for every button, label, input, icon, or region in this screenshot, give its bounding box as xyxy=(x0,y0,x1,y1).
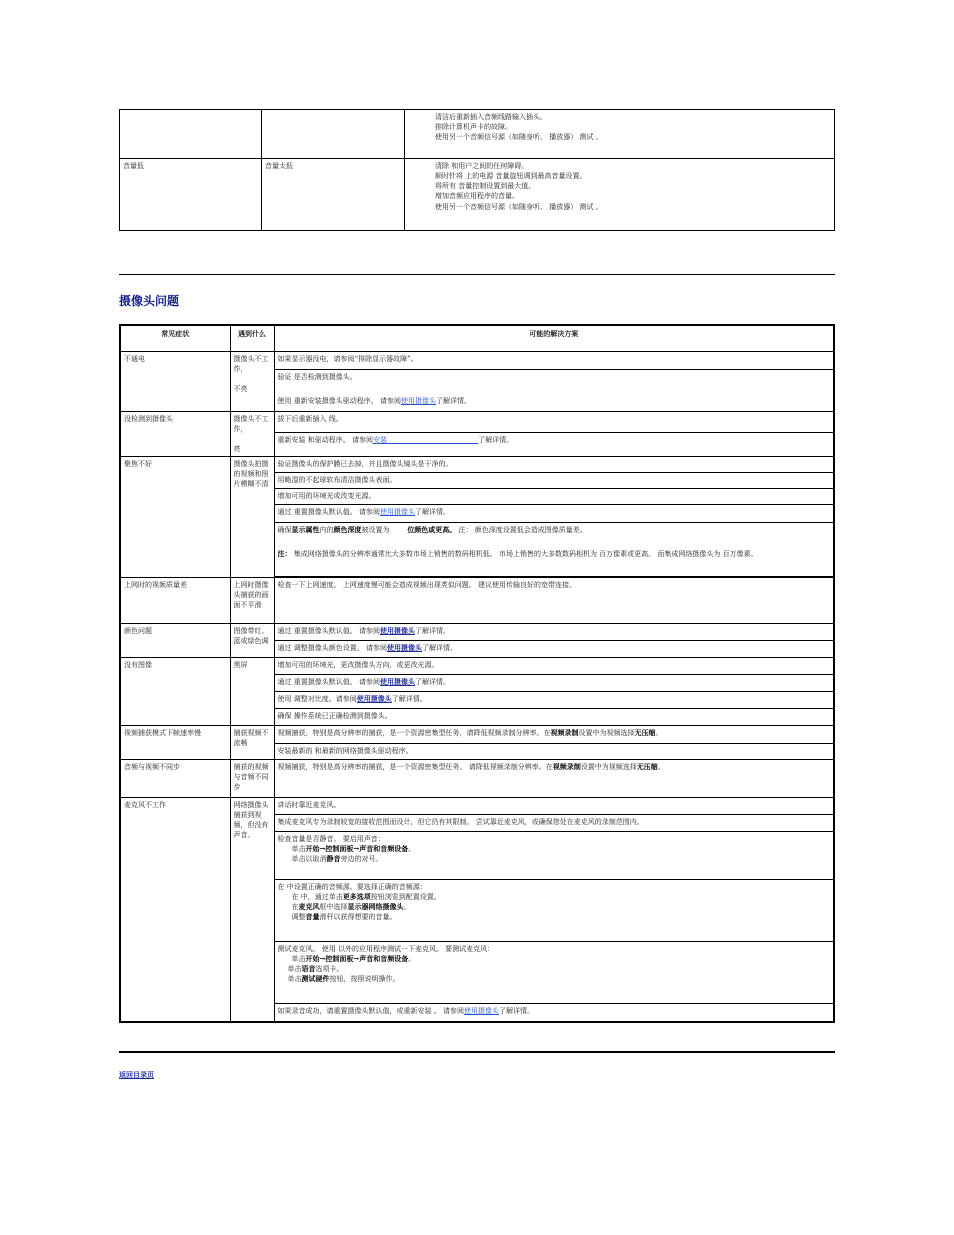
text: 控制面板 xyxy=(325,954,354,964)
encountered-cell: 音量太低 xyxy=(262,159,405,231)
text: 单击 xyxy=(287,965,302,974)
text: 注： 颜色深度设置低会造成图像质量差。 xyxy=(456,526,587,535)
encountered-cell: 摄像头拍摄的视频和照片模糊不清 xyxy=(230,457,274,578)
text: 视频捕获，特别是高分辨率的捕获，是一个资源密集型任务。 请降低视频录制分辨率。在 xyxy=(277,763,553,772)
solution-cell: 增加可用的环境光或改变光源。 xyxy=(274,489,834,505)
text: → xyxy=(319,844,326,854)
solution-cell xyxy=(274,369,834,411)
text: 显示器网络摄像头 xyxy=(347,902,404,912)
text: 无压缩 xyxy=(636,762,658,772)
back-to-contents-link[interactable]: 返回目录页 xyxy=(119,1070,154,1079)
text: 控制面板 xyxy=(325,844,354,854)
text: 通过 重置摄像头默认值。 请参阅 xyxy=(277,627,380,636)
text: 通过 调整摄像头颜色设置。 请参阅 xyxy=(277,644,387,653)
encountered-cell: 黑屏 xyxy=(230,658,274,726)
install-link[interactable]: 安装 xyxy=(372,436,479,445)
symptom-cell xyxy=(120,110,262,159)
text: 了解详情。 xyxy=(421,644,457,653)
solution-line xyxy=(278,396,831,406)
text: 麦克风 xyxy=(298,902,320,912)
solution-line xyxy=(278,549,831,559)
solution-line xyxy=(278,844,831,854)
use-camera-link[interactable]: 使用摄像头 xyxy=(400,396,436,405)
solution-line: 验证 是否检测到摄像头。 xyxy=(277,372,357,381)
solution-cell xyxy=(274,1004,834,1022)
text: 测试硬件 xyxy=(301,974,330,984)
solution-line: 检查音量是否静音。 要启用声音： xyxy=(277,835,385,844)
text: 内的 xyxy=(319,526,334,535)
encountered-cell: 摄像头不工作， 不亮 xyxy=(230,351,274,411)
text: 颜色深度 xyxy=(333,525,362,535)
solution-line: 将所有 音量控制设置到最大值。 xyxy=(435,182,536,191)
symptom-cell: 没检测到摄像头 xyxy=(120,411,230,457)
text: 了解详情。 xyxy=(391,695,427,704)
use-camera-link[interactable]: 使用摄像头 xyxy=(379,677,415,687)
column-header: 遇到什么 xyxy=(230,325,274,351)
text: 重新安装 和驱动程序。 请参阅 xyxy=(277,436,373,445)
camera-troubleshooting-table xyxy=(119,324,835,1023)
table-row xyxy=(120,578,834,624)
table-row xyxy=(120,110,835,159)
text: 单击以取消 xyxy=(291,855,327,864)
use-camera-link[interactable]: 使用摄像头 xyxy=(356,694,392,704)
text: 。 xyxy=(408,955,416,964)
use-camera-link[interactable]: 使用摄像头 xyxy=(379,508,415,517)
solution-line: 顺时针将 上的电源 音量旋钮调到最高音量设置。 xyxy=(435,172,587,181)
solution-line: 排除计算机声卡的故障。 xyxy=(435,123,512,132)
solution-cell xyxy=(274,692,834,709)
text: 按钮浏览到配置设置。 xyxy=(370,893,441,902)
solution-cell: 增加可用的环境光，更改摄像头方向，或更改光源。 xyxy=(274,658,834,675)
text: 设置中为视频选择 xyxy=(580,763,637,772)
column-header: 可能的解决方案 xyxy=(274,325,834,351)
text: 了解详情。 xyxy=(414,508,450,517)
solution-line xyxy=(278,902,831,912)
text: 通过 重置摄像头默认值。 请参阅 xyxy=(277,508,380,517)
text: 了解详情。 xyxy=(498,1007,534,1016)
solution-line: 清洁后重新插入音频线路输入插头。 xyxy=(435,113,547,121)
symptom-cell: 上网时的视频质量差 xyxy=(120,578,230,624)
text: 视频捕获，特别是高分辨率的捕获，是一个资源密集型任务，请降低视频录制分辨率。在 xyxy=(277,729,551,738)
table-row xyxy=(120,457,834,473)
text: 。 xyxy=(657,763,665,772)
solution-cell xyxy=(274,760,834,798)
text: 。 xyxy=(408,845,416,854)
encountered-cell: 上网时摄像头捕获的画面不平滑 xyxy=(230,578,274,624)
table-header-row xyxy=(120,325,834,351)
solution-cell xyxy=(274,433,834,457)
symptom-cell: 麦克风不工作 xyxy=(120,798,230,1022)
solution-line xyxy=(278,974,831,984)
text: 了解详情。 xyxy=(478,436,514,445)
text: 语音 xyxy=(301,964,316,974)
encountered-cell: 捕获的视频与音频不同步 xyxy=(230,760,274,798)
text: 开始 xyxy=(305,954,320,964)
text: 音量 xyxy=(305,912,320,922)
column-header: 常见症状 xyxy=(120,325,230,351)
text: 确保 xyxy=(277,526,292,535)
text: 选项卡。 xyxy=(315,965,344,974)
text: 被设置为 xyxy=(361,526,408,535)
solution-cell xyxy=(274,726,834,744)
symptom-cell: 不通电 xyxy=(120,351,230,411)
solution-cell: 确保 操作系统已正确检测到摄像头。 xyxy=(274,709,834,726)
solution-cell: 用略湿的不起球软布清洁摄像头表面。 xyxy=(274,473,834,489)
text: 。 xyxy=(403,903,411,912)
solution-line: 清除 和用户之间的任何障碍。 xyxy=(435,162,529,170)
encountered-cell: 摄像头不工作， 亮 xyxy=(230,411,274,457)
table-row xyxy=(120,411,834,433)
encountered-cell: 图像带红、蓝或绿色调 xyxy=(230,624,274,658)
text: 使用 调整对比度。请参阅 xyxy=(277,695,357,704)
text: 静音 xyxy=(326,854,341,864)
table-row xyxy=(120,159,835,231)
solution-line: 在 中设置正确的音频源。要选择正确的音频源： xyxy=(277,883,427,892)
text: 声音和音频设备 xyxy=(359,954,409,964)
solution-line: 使用另一个音频信号源（如随身听、 播放器） 测试 。 xyxy=(435,133,603,142)
text: 按钮，按照说明操作。 xyxy=(329,975,400,984)
solution-cell: 验证摄像头的保护膜已去掉，并且摄像头镜头是干净的。 xyxy=(274,457,834,473)
text: 调整 xyxy=(291,913,306,922)
text: 位颜色或更高。 xyxy=(407,525,457,535)
table-row xyxy=(120,351,834,369)
audio-troubleshooting-table xyxy=(119,109,835,231)
encountered-cell: 捕获视频不流畅 xyxy=(230,726,274,760)
text: 无压缩 xyxy=(634,728,656,738)
solution-line: 使用另一个音频信号源（如随身听、 播放器） 测试 。 xyxy=(435,202,603,211)
text: 单击 xyxy=(291,955,306,964)
encountered-cell: 网络摄像头捕获到视频，但没有声音。 xyxy=(230,798,274,1022)
symptom-cell: 音频与视频不同步 xyxy=(120,760,230,798)
symptom-cell: 没有图像 xyxy=(120,658,230,726)
divider xyxy=(119,274,835,275)
text: → xyxy=(353,844,360,854)
solution-cell xyxy=(405,110,835,159)
solution-line: 增加音频应用程序的音量。 xyxy=(435,192,519,201)
text: 通过 重置摄像头默认值。 请参阅 xyxy=(277,678,380,687)
text: 单击 xyxy=(291,845,306,854)
text: 在 中，通过单击 xyxy=(291,893,343,902)
use-camera-link[interactable]: 使用摄像头 xyxy=(463,1007,499,1016)
solution-line xyxy=(278,964,831,974)
symptom-cell: 音量低 xyxy=(120,159,262,231)
symptom-cell: 聚焦不好 xyxy=(120,457,230,578)
solution-cell xyxy=(274,675,834,692)
text: 开始 xyxy=(305,844,320,854)
solution-line xyxy=(278,854,831,864)
text: → xyxy=(319,954,326,964)
solution-line: 测试麦克风。 使用 以外的应用程序测试一下麦克风。 要测试麦克风： xyxy=(277,945,495,954)
text: 了解详情。 xyxy=(414,627,450,636)
solution-cell xyxy=(274,505,834,523)
table-row xyxy=(120,624,834,641)
text: 旁边的对号。 xyxy=(340,855,383,864)
text: 视频录制 xyxy=(550,728,579,738)
text: 了解详情。 xyxy=(414,678,450,687)
solution-cell: 安装最新的 和最新的网络摄像头驱动程序。 xyxy=(274,744,834,760)
solution-cell xyxy=(274,942,834,1004)
solution-cell xyxy=(274,624,834,641)
section-title: 摄像头问题 xyxy=(119,294,180,308)
text: 框中选择 xyxy=(319,903,348,912)
text: 设置中为视频选择 xyxy=(578,729,635,738)
solution-cell xyxy=(274,523,834,577)
solution-cell: 检查一下上网速度。 上网速度慢可能会造成视频出现类似问题。 建议使用传输良好的宽带连接。 xyxy=(274,578,834,624)
text: 滑杆以获得想要的音量。 xyxy=(319,913,397,922)
text: 使用 重新安装摄像头驱动程序。 请参阅 xyxy=(277,396,401,405)
symptom-cell: 颜色问题 xyxy=(120,624,230,658)
solution-cell: 拔下后重新插入 线。 xyxy=(274,411,834,433)
text: 集成网络摄像头的分辨率通常比大多数市场上销售的数码相机低。 市场上销售的大多数数码相机为 百万像素或更高。 而集成网络摄像头为 百万像素。 xyxy=(291,550,758,559)
note-label: 注： xyxy=(277,549,292,559)
text: 在 xyxy=(291,903,299,912)
solution-line xyxy=(278,525,831,535)
text: 单击 xyxy=(287,975,302,984)
solution-line xyxy=(278,912,831,922)
text: → xyxy=(353,954,360,964)
use-camera-link[interactable]: 使用摄像头 xyxy=(379,626,415,636)
divider xyxy=(119,1051,835,1053)
table-row xyxy=(120,760,834,798)
solution-cell xyxy=(274,880,834,942)
solution-cell: 讲话时靠近麦克风。 xyxy=(274,798,834,815)
text: 了解详情。 xyxy=(435,396,471,405)
symptom-cell: 视频捕获模式下帧速率慢 xyxy=(120,726,230,760)
solution-cell xyxy=(274,641,834,658)
text: 声音和音频设备 xyxy=(359,844,409,854)
encountered-cell xyxy=(262,110,405,159)
solution-cell: 集成麦克风专为录制较宽的接收范围而设计，但它仍有其限制。 尝试靠近麦克风，或确保您处在麦克风的录制范围内。 xyxy=(274,815,834,832)
table-row xyxy=(120,658,834,675)
solution-cell xyxy=(274,832,834,880)
solution-line xyxy=(278,892,831,902)
text: 。 xyxy=(655,729,663,738)
table-row xyxy=(120,726,834,744)
table-row xyxy=(120,798,834,815)
solution-line xyxy=(278,954,831,964)
solution-cell xyxy=(405,159,835,231)
solution-cell: 如果显示器没电，请参阅“排除显示器故障”。 xyxy=(274,351,834,369)
text: 更多选项 xyxy=(342,892,371,902)
use-camera-link[interactable]: 使用摄像头 xyxy=(386,643,422,653)
text: 如果录音成功，请重置摄像头默认值，或重新安装 。 请参阅 xyxy=(277,1007,464,1016)
text: 显示属性 xyxy=(291,525,320,535)
text: 视频录制 xyxy=(552,762,581,772)
